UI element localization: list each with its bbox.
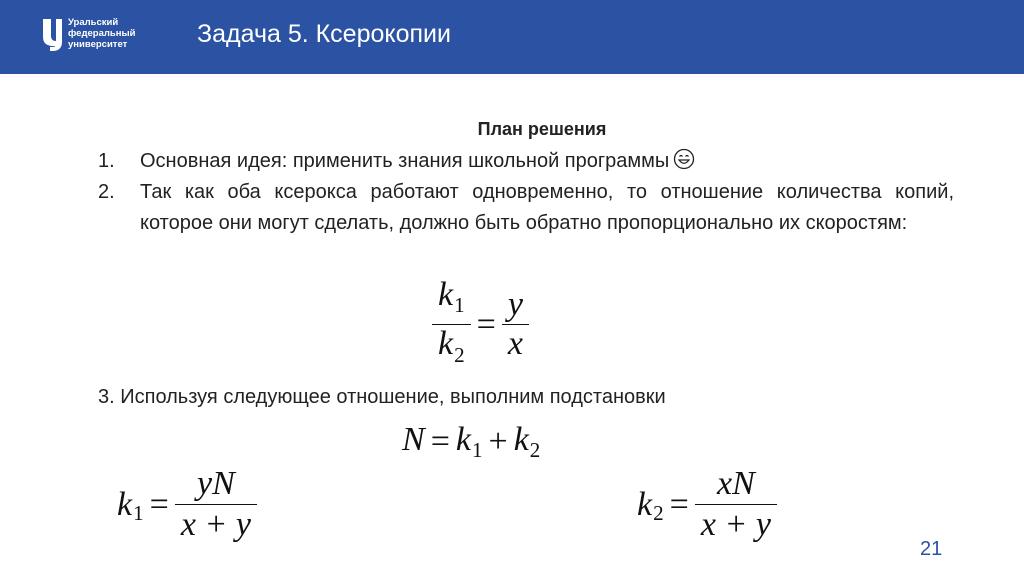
step-3-text: 3. Используя следующее отношение, выполним подстановки (98, 386, 666, 408)
denominator: x + y (180, 506, 251, 543)
var-k: k (438, 325, 454, 363)
fraction (175, 464, 257, 545)
var-k: k (438, 276, 454, 313)
logo-line-1: Уральский (68, 17, 119, 28)
var-k: k (637, 485, 653, 523)
header-bar (0, 0, 1024, 74)
list-item-1 (98, 146, 954, 177)
logo-text (68, 17, 135, 50)
logo-line-2: федеральный (68, 28, 136, 39)
var-x: x (507, 325, 523, 363)
university-logo (40, 14, 150, 60)
k1-formula (117, 464, 257, 545)
var-k: k (455, 421, 471, 458)
list-item-number: 1. (98, 150, 115, 172)
numerator: yN (197, 465, 235, 502)
slide-title: Задача 5. Ксерокопии (197, 20, 451, 48)
var-k: k (513, 421, 529, 458)
list-item-text: Основная идея: применить знания школьной программы (140, 150, 670, 172)
ratio-formula (432, 276, 529, 374)
sum-formula (402, 420, 540, 470)
equals-sign: = (669, 485, 689, 523)
urfu-logo-icon (40, 16, 64, 56)
logo-line-3: университет (68, 39, 128, 50)
subscript: 2 (653, 500, 664, 525)
numerator: xN (717, 465, 755, 502)
list-item-2 (98, 177, 954, 239)
fraction-right (502, 286, 529, 363)
plus-sign: + (488, 423, 508, 461)
subscript: 2 (529, 438, 541, 463)
smiley-icon (673, 148, 695, 170)
equals-sign: = (149, 485, 169, 523)
plan-heading: План решения (477, 119, 607, 139)
page-number: 21 (920, 538, 943, 560)
fraction-left (432, 276, 471, 374)
list-item-text: Так как оба ксерокса работают одновременно, то отношение количества копий, которое они могут сделать, должно быть обратно пропорционально их скоростям: (140, 181, 954, 234)
var-N: N (402, 421, 425, 458)
var-y: y (507, 286, 523, 324)
subscript: 2 (454, 342, 465, 367)
subscript: 1 (454, 293, 465, 318)
equals-sign: = (430, 423, 450, 461)
subscript: 1 (133, 500, 144, 525)
denominator: x + y (700, 506, 771, 543)
subscript: 1 (471, 438, 483, 463)
solution-plan-list (98, 146, 954, 239)
list-item-number: 2. (98, 181, 115, 203)
k2-formula (637, 464, 777, 545)
var-k: k (117, 485, 133, 523)
fraction (695, 464, 777, 545)
equals-sign: = (476, 305, 496, 343)
